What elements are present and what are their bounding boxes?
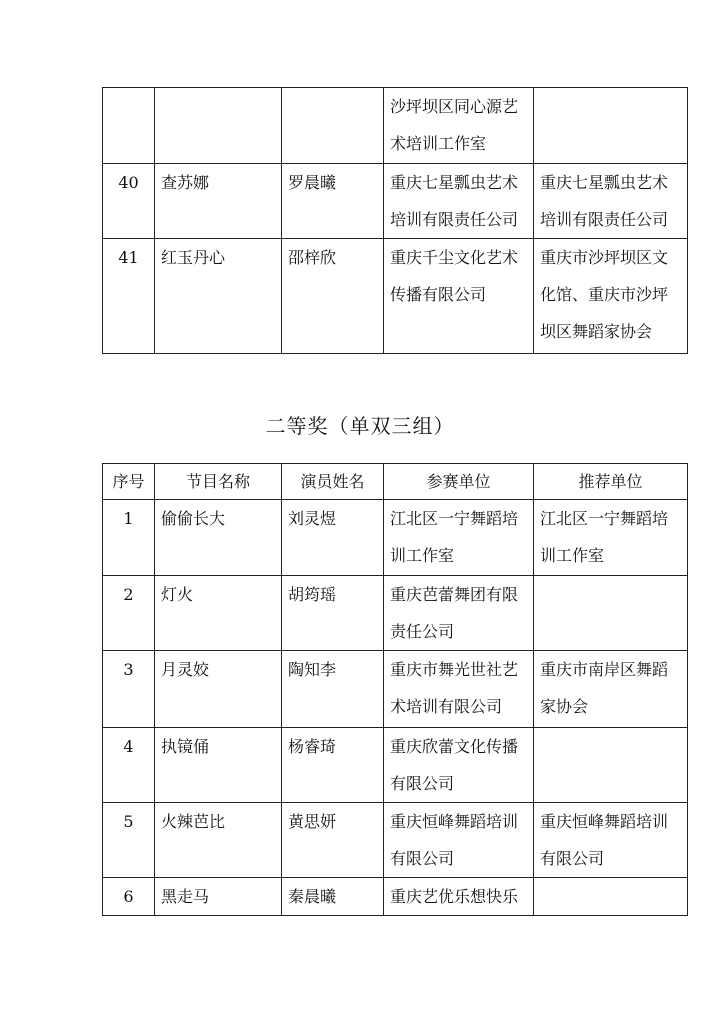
participating-unit: 重庆艺优乐想快乐 [384, 878, 534, 916]
unit-text: 江北区一宁舞蹈培训工作室 [390, 509, 519, 565]
table-row [103, 803, 688, 878]
participating-unit [384, 239, 534, 354]
program-name: 执镜俑 [155, 728, 282, 803]
performer-name: 杨睿琦 [282, 728, 384, 803]
header-recommend: 推荐单位 [534, 464, 688, 500]
participating-unit [384, 164, 534, 239]
recommending-unit [534, 500, 688, 576]
row-number: 5 [103, 803, 155, 878]
program-name: 黑走马 [155, 878, 282, 916]
table-row [103, 576, 688, 651]
performer-name: 黄思妍 [282, 803, 384, 878]
header-program: 节目名称 [155, 464, 282, 500]
program-name: 查苏娜 [155, 164, 282, 239]
participating-unit [384, 576, 534, 651]
recommending-unit [534, 803, 688, 878]
row-number: 4 [103, 728, 155, 803]
performer-name: 秦晨曦 [282, 878, 384, 916]
recommend-text: 重庆市南岸区舞蹈家协会 [540, 660, 669, 716]
table-header-row [103, 464, 688, 500]
program-name: 灯火 [155, 576, 282, 651]
program-name: 红玉丹心 [155, 239, 282, 354]
recommending-unit [534, 239, 688, 354]
award-table-second-prize [102, 463, 688, 916]
performer-name: 陶知李 [282, 651, 384, 728]
recommending-unit [534, 728, 688, 803]
unit-text: 重庆欣蕾文化传播有限公司 [390, 737, 519, 793]
recommending-unit [534, 164, 688, 239]
recommend-text: 重庆市沙坪坝区文化馆、重庆市沙坪坝区舞蹈家协会 [540, 248, 669, 341]
table-row [103, 651, 688, 728]
unit-text: 重庆市舞光世社艺术培训有限公司 [390, 660, 519, 716]
row-number: 6 [103, 878, 155, 916]
program-name: 偷偷长大 [155, 500, 282, 576]
unit-text: 重庆七星瓢虫艺术培训有限责任公司 [390, 173, 519, 229]
performer-name [282, 88, 384, 164]
award-table-continued [102, 87, 688, 354]
row-number: 2 [103, 576, 155, 651]
unit-text: 重庆芭蕾舞团有限责任公司 [390, 585, 519, 641]
performer-name: 刘灵煜 [282, 500, 384, 576]
program-name: 月灵姣 [155, 651, 282, 728]
unit-text: 沙坪坝区同心源艺术培训工作室 [390, 97, 519, 153]
row-number: 41 [103, 239, 155, 354]
table-row [103, 239, 688, 354]
row-number: 1 [103, 500, 155, 576]
participating-unit [384, 728, 534, 803]
recommending-unit [534, 878, 688, 916]
recommending-unit [534, 576, 688, 651]
performer-name: 罗晨曦 [282, 164, 384, 239]
row-number [103, 88, 155, 164]
recommending-unit [534, 651, 688, 728]
participating-unit [384, 803, 534, 878]
recommend-text: 重庆七星瓢虫艺术培训有限责任公司 [540, 173, 669, 229]
header-unit: 参赛单位 [384, 464, 534, 500]
participating-unit [384, 651, 534, 728]
table-row [103, 164, 688, 239]
row-number: 40 [103, 164, 155, 239]
performer-name: 胡筠瑶 [282, 576, 384, 651]
program-name [155, 88, 282, 164]
table-row [103, 878, 688, 916]
unit-text: 重庆恒峰舞蹈培训有限公司 [390, 812, 519, 868]
row-number: 3 [103, 651, 155, 728]
header-performer: 演员姓名 [282, 464, 384, 500]
performer-name: 邵梓欣 [282, 239, 384, 354]
section-title: 二等奖（单双三组） [265, 414, 455, 438]
program-name: 火辣芭比 [155, 803, 282, 878]
table-row [103, 728, 688, 803]
participating-unit [384, 500, 534, 576]
recommend-text: 江北区一宁舞蹈培训工作室 [540, 509, 669, 565]
table-row [103, 500, 688, 576]
recommend-text: 重庆恒峰舞蹈培训有限公司 [540, 812, 669, 868]
participating-unit [384, 88, 534, 164]
table-row [103, 88, 688, 164]
header-number: 序号 [103, 464, 155, 500]
recommending-unit [534, 88, 688, 164]
unit-text: 重庆千尘文化艺术传播有限公司 [390, 248, 519, 304]
